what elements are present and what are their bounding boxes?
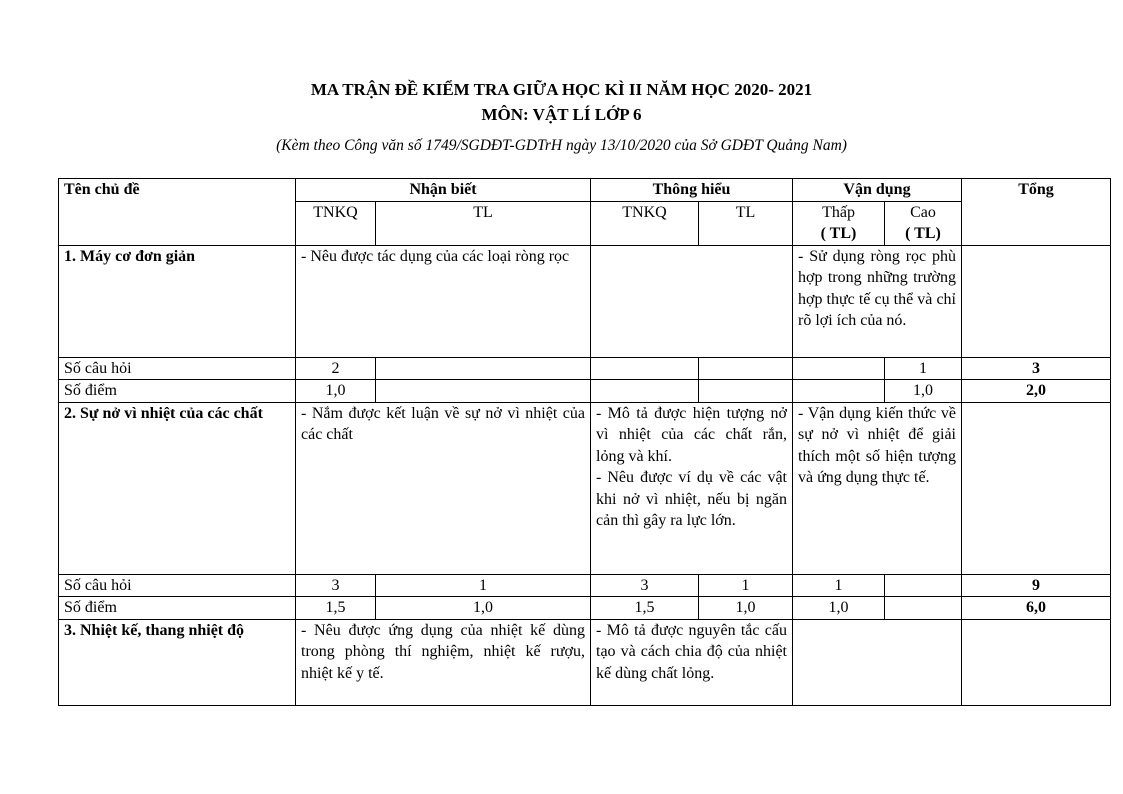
cell	[591, 357, 699, 380]
section-3-topic: 3. Nhiệt kế, thang nhiệt độ	[59, 619, 296, 705]
section-3-van-dung	[793, 619, 962, 705]
cell: 1,0	[296, 380, 376, 403]
section-2-questions-total: 9	[962, 574, 1111, 597]
section-2-points-total: 6,0	[962, 597, 1111, 620]
cell	[376, 380, 591, 403]
cell: 1	[376, 574, 591, 597]
section-2-thong-hieu	[591, 402, 793, 574]
section-2-questions-row	[59, 574, 1111, 597]
subheader-tnkq-1: TNKQ	[296, 201, 376, 245]
section-1-van-dung: - Sử dụng ròng rọc phù hợp trong những trường hợp thực tế cụ thể và chỉ rõ lợi ích của nó.	[793, 245, 962, 357]
section-1-tong	[962, 245, 1111, 357]
cell	[376, 357, 591, 380]
section-2-nhan-biet: - Nắm được kết luận về sự nở vì nhiệt của các chất	[296, 402, 591, 574]
thap-label: Thấp	[822, 203, 855, 221]
cell: 1,0	[885, 380, 962, 403]
section-3-nhan-biet: - Nêu được ứng dụng của nhiệt kế dùng trong phòng thí nghiệm, nhiệt kế rượu, nhiệt kế y tế.	[296, 619, 591, 705]
cell	[699, 380, 793, 403]
section-1-questions-row	[59, 357, 1111, 380]
document-title: MA TRẬN ĐỀ KIỂM TRA GIỮA HỌC KÌ II NĂM HỌC 2020- 2021	[310, 80, 813, 99]
section-2-points-row	[59, 597, 1111, 620]
cell: 1,0	[793, 597, 885, 620]
cao-tl-label: ( TL)	[905, 225, 941, 242]
thap-tl-label: ( TL)	[820, 225, 857, 242]
section-1-points-total: 2,0	[962, 380, 1111, 403]
subheader-tl-2: TL	[699, 201, 793, 245]
section-2-thong-hieu-item-2: - Nêu được ví dụ về các vật khi nở vì nhiệt, nếu bị ngăn cản thì gây ra lực lớn.	[596, 469, 787, 529]
cell: 2	[296, 357, 376, 380]
cell: 1,5	[591, 597, 699, 620]
section-3-tong	[962, 619, 1111, 705]
cell	[793, 380, 885, 403]
section-3-thong-hieu: - Mô tả được nguyên tắc cấu tạo và cách chia độ của nhiệt kế dùng chất lỏng.	[591, 619, 793, 705]
cell	[591, 380, 699, 403]
header-nhan-biet: Nhận biết	[296, 179, 591, 202]
cell: 3	[591, 574, 699, 597]
cell: 1	[699, 574, 793, 597]
section-1-row	[59, 245, 1111, 357]
cell: 1	[885, 357, 962, 380]
subheader-tl-1: TL	[376, 201, 591, 245]
cell: 1	[793, 574, 885, 597]
cao-label: Cao	[910, 203, 936, 221]
subject-title: MÔN: VẬT LÍ LỚP 6	[481, 105, 642, 124]
section-1-nhan-biet: - Nêu được tác dụng của các loại ròng rọc	[296, 245, 591, 357]
section-2-tong	[962, 402, 1111, 574]
cell: 1,5	[296, 597, 376, 620]
subheader-tnkq-2: TNKQ	[591, 201, 699, 245]
header-topic: Tên chủ đề	[59, 179, 296, 246]
subheader-thap	[793, 201, 885, 245]
section-1-points-row	[59, 380, 1111, 403]
cell: 3	[296, 574, 376, 597]
header-van-dung: Vận dụng	[793, 179, 962, 202]
cell	[699, 357, 793, 380]
header-row	[59, 179, 1111, 202]
section-1-topic: 1. Máy cơ đơn giản	[59, 245, 296, 357]
header-thong-hieu: Thông hiểu	[591, 179, 793, 202]
cell	[885, 574, 962, 597]
document-subtitle: (Kèm theo Công văn số 1749/SGDĐT-GDTrH ngày 13/10/2020 của Sở GDĐT Quảng Nam)	[276, 137, 847, 154]
section-1-thong-hieu	[591, 245, 793, 357]
section-2-row	[59, 402, 1111, 574]
section-2-points-label: Số điểm	[59, 597, 296, 620]
section-2-van-dung: - Vận dụng kiến thức về sự nở vì nhiệt để giải thích một số hiện tượng và ứng dụng thực tế.	[793, 402, 962, 574]
subheader-cao	[885, 201, 962, 245]
cell	[885, 597, 962, 620]
section-2-thong-hieu-item-1: - Mô tả được hiện tượng nở vì nhiệt của các chất rắn, lỏng và khí.	[596, 404, 787, 465]
cell	[793, 357, 885, 380]
section-3-row	[59, 619, 1111, 705]
section-2-questions-label: Số câu hỏi	[59, 574, 296, 597]
section-1-questions-total: 3	[962, 357, 1111, 380]
header-tong: Tổng	[962, 179, 1111, 246]
exam-matrix-table	[58, 178, 1111, 706]
section-1-questions-label: Số câu hỏi	[59, 357, 296, 380]
cell: 1,0	[699, 597, 793, 620]
section-2-topic: 2. Sự nở vì nhiệt của các chất	[59, 402, 296, 574]
cell: 1,0	[376, 597, 591, 620]
section-1-points-label: Số điểm	[59, 380, 296, 403]
